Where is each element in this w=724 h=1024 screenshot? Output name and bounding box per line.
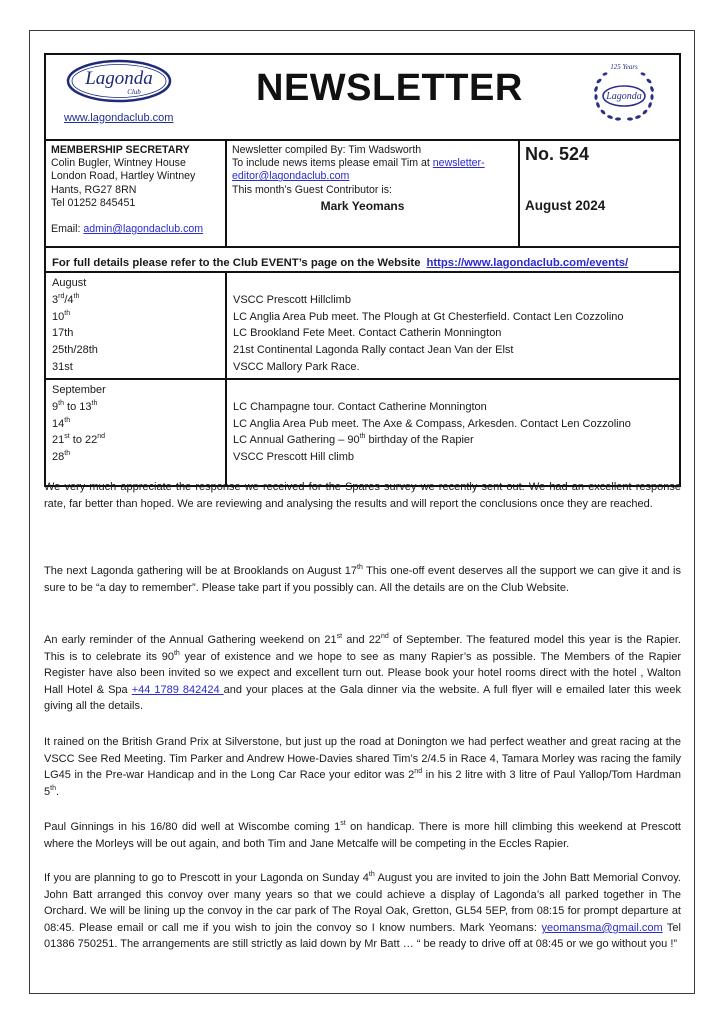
- guest-contributor-name: Mark Yeomans: [320, 198, 405, 213]
- compiler-block: [227, 141, 520, 246]
- paragraph-donington: It rained on the British Grand Prix at Silverstone, but just up the road at Donington we had perfect weather and great racing at the VSCC See Red Meeting. Tim Parker and Andrew Howe-Davies shared Tim’s 2/4.5 in Race 4, Tamara Morley was racing the family LG45 in the Pre-war Handicap and in the Long Car Race your editor was 2nd in his 2 litre with 3 litre of Paul Yallop/Tom Hardman 5th.: [44, 736, 681, 798]
- superscript: st: [64, 433, 70, 441]
- phone-line: Tel 01252 845451: [51, 196, 136, 209]
- membership-secretary-block: [46, 141, 227, 246]
- superscript: th: [58, 399, 64, 407]
- svg-text:Lagonda: Lagonda: [606, 91, 642, 102]
- superscript: th: [64, 309, 71, 317]
- paragraph-wiscombe: Paul Ginnings in his 16/80 did well at Wiscombe coming 1st on handicap. There is more hill climbing this weekend at Prescott where the Morleys will be out again, and both Tim and Jane Metcalfe will be competing in the Eccles Rapier.: [44, 820, 681, 850]
- issue-date: August 2024: [525, 198, 606, 214]
- superscript: th: [357, 564, 363, 571]
- email-label: Email:: [51, 223, 84, 236]
- superscript: th: [359, 433, 366, 441]
- masthead: [44, 53, 681, 141]
- superscript: nd: [380, 633, 389, 640]
- event-date: 28th: [52, 450, 71, 464]
- event-description: 21st Continental Lagonda Rally contact Jean Van der Elst: [233, 344, 514, 357]
- event-date: 9th to 13th: [52, 399, 98, 413]
- include-news-line: [232, 157, 513, 170]
- event-dates-column: [46, 273, 227, 378]
- editor-email-link-part1[interactable]: newsletter-: [432, 157, 485, 170]
- event-descriptions-column: [227, 273, 679, 378]
- event-description: VSCC Prescott Hill climb: [233, 451, 355, 464]
- svg-text:Club: Club: [127, 88, 141, 96]
- event-date: 10th: [52, 309, 71, 323]
- events-banner: [44, 246, 681, 273]
- issue-number: No. 524: [525, 144, 590, 164]
- include-news-text: To include news items please email Tim at: [232, 157, 433, 170]
- svg-text:Lagonda: Lagonda: [85, 68, 153, 89]
- compiled-by: Newsletter compiled By: Tim Wadsworth: [232, 144, 422, 156]
- superscript: th: [91, 399, 98, 407]
- event-date: 14th: [52, 416, 71, 430]
- event-date: 17th: [52, 327, 74, 340]
- membership-email-link[interactable]: admin@lagondaclub.com: [83, 223, 204, 236]
- month-label: September: [52, 384, 106, 396]
- event-date: 21st to 22nd: [52, 433, 106, 447]
- superscript: nd: [414, 768, 423, 776]
- event-description: LC Anglia Area Pub meet. The Axe & Compass, Arkesden. Contact Len Cozzolino: [233, 417, 631, 430]
- event-date: 25th/28th: [52, 344, 98, 357]
- newsletter-title: NEWSLETTER: [256, 67, 523, 109]
- superscript: rd: [58, 292, 65, 300]
- event-descriptions-column: [227, 380, 679, 485]
- svg-text:125 Years: 125 Years: [610, 63, 638, 71]
- lagonda-club-logo-icon: [66, 59, 172, 103]
- events-september: [44, 378, 681, 487]
- events-page-link[interactable]: https://www.lagondaclub.com/events/: [426, 257, 629, 269]
- editor-email-link-part2[interactable]: editor@lagondaclub.com: [232, 170, 350, 183]
- superscript: th: [73, 292, 80, 300]
- superscript: st: [336, 633, 343, 640]
- event-description: VSCC Mallory Park Race.: [233, 360, 360, 373]
- website-link[interactable]: www.lagondaclub.com: [64, 112, 174, 124]
- membership-heading: MEMBERSHIP SECRETARY: [51, 144, 190, 156]
- paragraph-annual-gathering: An early reminder of the Annual Gathering weekend on 21st and 22nd of September. The featured model this year is the Rapier. This is to celebrate its 90th year of existence and we hope to see as many Rapier’s as possible. The Members of the Rapier Register have also been invited so we expect and excellent turn out. Please book your hotel rooms direct with the hotel , Walton Hall Hotel & Spa +44 1789 842424 and your places at the Gala dinner via the website. A full flyer will e emailed later this week giving all the details.: [44, 633, 682, 713]
- event-description: LC Brookland Fete Meet. Contact Catherin Monnington: [233, 327, 502, 340]
- event-description: VSCC Prescott Hillclimb: [233, 293, 351, 306]
- superscript: th: [64, 450, 71, 458]
- events-august: [44, 271, 681, 380]
- guest-contributor-label: This month’s Guest Contributor is:: [232, 183, 392, 196]
- event-description: LC Champagne tour. Contact Catherine Monnington: [233, 400, 487, 413]
- superscript: th: [50, 784, 56, 792]
- issue-block: [520, 141, 679, 246]
- event-description: LC Anglia Area Pub meet. The Plough at Gt Chesterfield. Contact Len Cozzolino: [233, 310, 624, 323]
- superscript: th: [173, 649, 180, 657]
- superscript: th: [64, 416, 71, 424]
- superscript: th: [368, 871, 375, 878]
- info-row: [44, 139, 681, 248]
- month-label: August: [52, 277, 87, 289]
- event-dates-column: [46, 380, 227, 485]
- address-line: Hants, RG27 8RN: [51, 183, 137, 196]
- paragraph-spares-survey: We very much appreciate the response we received for the Spares survey we recently sent out. We had an excellent response rate, far better than hoped. We are reviewing and analysing the results and will report the conclusions once they are reached.: [44, 481, 681, 510]
- address-line: Colin Bugler, Wintney House: [51, 157, 186, 170]
- paragraph-prescott-convoy: If you are planning to go to Prescott in your Lagonda on Sunday 4th August you are invited to join the John Batt Memorial Convoy. John Batt arranged this convoy over many years so that we could achieve a display of Lagonda’s all parked together in The Orchard. We will be lining up the convoy in the car park of The Royal Oak, Gretton, GL54 5EP, from 08:15 for prompt departure at 08:45. Please email or call me if you wish to join the convoy so I know numbers. Mark Yeomans: yeomansma@gmail.com Tel 01386 750251. The arrangements are still strictly as laid down by Mr Batt … “ be ready to drive off at 08:45 or we go without you !”: [44, 871, 681, 951]
- event-date: 31st: [52, 360, 73, 373]
- email-line: [51, 223, 220, 236]
- inline-link[interactable]: yeomansma@gmail.com: [541, 921, 663, 934]
- events-banner-text: For full details please refer to the Club EVENT’s page on the Website: [52, 257, 421, 269]
- paragraph-brooklands: The next Lagonda gathering will be at Brooklands on August 17th This one-off event deserves all the support we can give it and is sure to be “a day to remember”. Please take part if you possibly can. All the details are on the Club Website.: [44, 564, 681, 594]
- 125-years-laurel-logo-icon: [589, 59, 659, 129]
- event-date: 3rd/4th: [52, 292, 80, 306]
- superscript: st: [340, 820, 346, 827]
- address-line: London Road, Hartley Wintney: [51, 170, 196, 183]
- inline-link[interactable]: +44 1789 842424: [131, 683, 224, 696]
- event-description: LC Annual Gathering – 90th birthday of the Rapier: [233, 433, 474, 447]
- superscript: nd: [97, 433, 106, 441]
